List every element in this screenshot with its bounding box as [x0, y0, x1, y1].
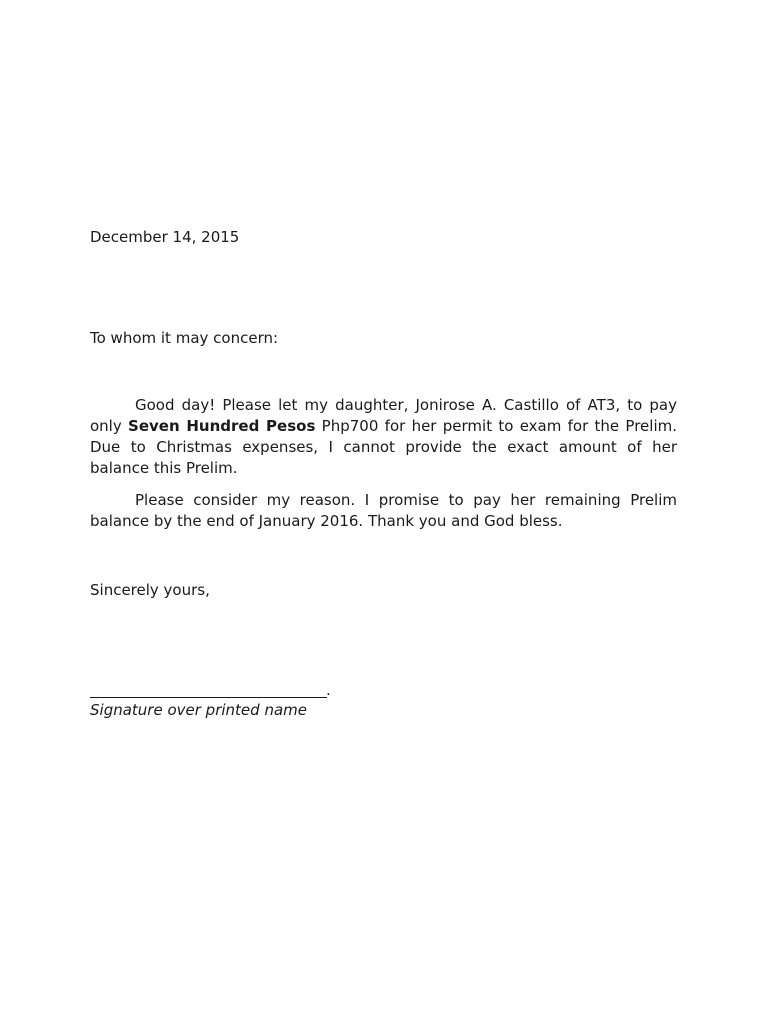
- signature-line-end: .: [326, 681, 331, 699]
- letter-date: December 14, 2015: [90, 228, 240, 246]
- letter-closing: Sincerely yours,: [90, 581, 210, 599]
- letter-paragraph-1: [90, 395, 677, 479]
- signature-line: [90, 697, 327, 698]
- amount-in-words: Seven Hundred Pesos: [128, 417, 316, 435]
- signature-caption: Signature over printed name: [90, 701, 307, 719]
- paragraph-1-tail: Php700 for her permit to exam for the Prelim. Due to Christmas expenses, I cannot provide the exact amount of her balance this Prelim.: [90, 417, 677, 477]
- letter-salutation: To whom it may concern:: [90, 329, 279, 347]
- paragraph-1-lead: Good day! Please let my daughter, Jonirose A. Castillo of AT3, to pay only: [90, 396, 677, 435]
- letter-paragraph-2: Please consider my reason. I promise to pay her remaining Prelim balance by the end of January 2016. Thank you and God bless.: [90, 491, 677, 530]
